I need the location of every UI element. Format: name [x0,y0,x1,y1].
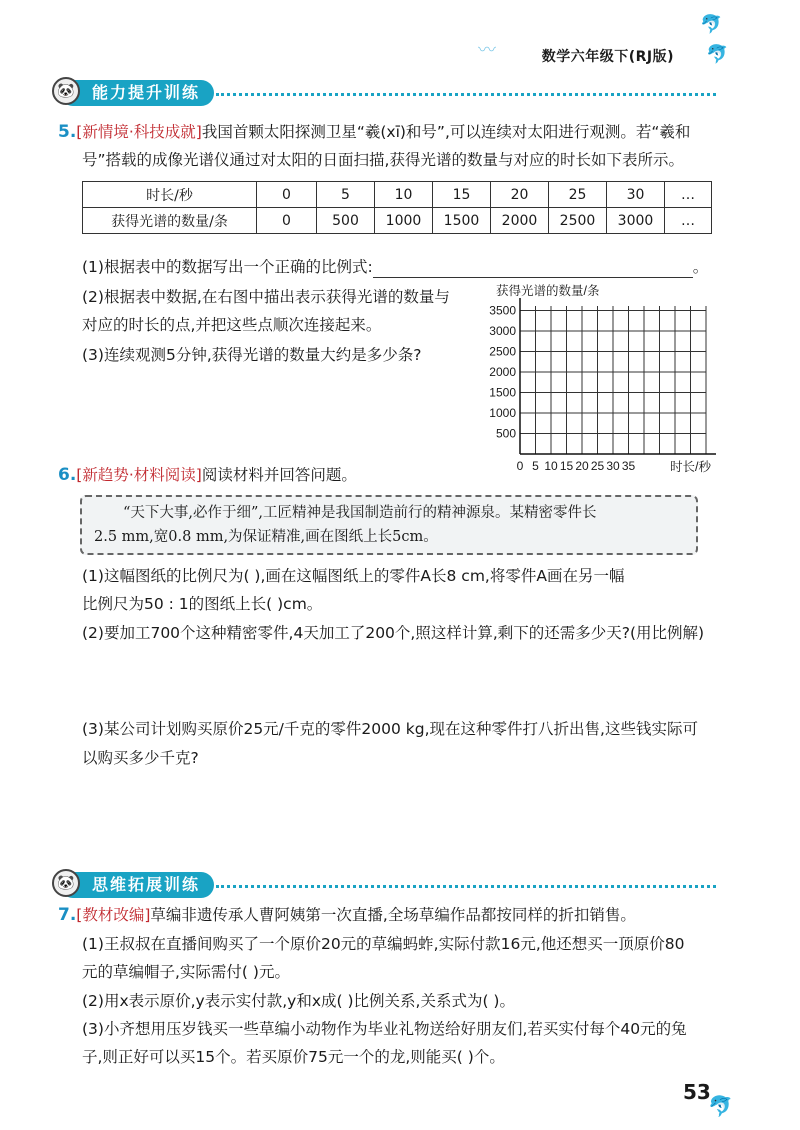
table-cell: 2500 [549,208,607,234]
mascot-icon: 🐼 [52,77,80,105]
q6-part3b [82,747,199,769]
q5-part2b [82,314,381,336]
table-cell: 25 [549,182,607,208]
chart-xlabel: 时长/秒 [670,460,711,474]
dolphin-icon: 🐬 [708,1094,733,1118]
table-cell: 20 [491,182,549,208]
chart-xticks [517,459,636,473]
question-text: 我国首颗太阳探测卫星“羲(xī)和号”,可以连续对太阳进行观测。若“羲和 [201,123,691,141]
question-part: (2)要加工700个这种精密零件,4天加工了200个,照这样计算,剩下的还需多少天?(用比例解) [82,624,705,642]
question-number: 5. [58,122,77,142]
y-tick-label: 3000 [489,324,516,338]
question-part: (3)某公司计划购买原价25元/千克的零件2000 kg,现在这种零件打八折出售,这些钱实际可 [82,720,698,738]
y-tick-label: 1500 [489,385,516,400]
q5-line2 [82,149,684,171]
table-cell: 15 [433,182,491,208]
dolphin-icon: 🐬 [700,14,723,35]
q6-part1b [82,593,322,615]
section-banner-thinking [60,872,214,898]
y-tick-label: 2500 [489,344,516,359]
data-table [82,181,712,234]
table-cell: 30 [607,182,665,208]
question-tag: [新情境·科技成就] [76,123,202,141]
question-tag: [新趋势·材料阅读] [76,466,202,484]
dolphin-icon: 🐬 [706,44,729,65]
q5-part1 [82,256,708,278]
question-text: 草编非遗传承人曹阿姨第一次直播,全场草编作品都按同样的折扣销售。 [150,906,636,924]
y-tick-label: 1000 [489,406,516,420]
q6-part3a [82,718,698,740]
q7-part2 [82,990,515,1012]
question-part: 以购买多少千克? [82,749,199,767]
table-cell: 10 [375,182,433,208]
x-tick-label: 35 [621,459,636,473]
page-number: 53 [683,1080,711,1104]
chart-grid [520,298,716,454]
question-part: 比例尺为50 : 1的图纸上长( )cm。 [82,595,323,613]
book-title: 数学六年级下(RJ版) [541,49,674,65]
mascot-icon: 🐼 [52,869,80,897]
q5-line1 [58,121,690,143]
table-row [83,208,712,234]
table-cell: 0 [257,182,317,208]
chart-ylabel: 获得光谱的数量/条 [496,284,600,298]
q7-part3a [82,1018,687,1040]
table-cell: 500 [317,208,375,234]
q6-line1 [58,464,357,486]
question-part: (3)连续观测5分钟,获得光谱的数量大约是多少条? [82,346,422,364]
question-part: 元的草编帽子,实际需付( )元。 [82,963,290,981]
question-part: (2)用x表示原价,y表示实付款,y和x成( )比例关系,关系式为( )。 [82,992,515,1010]
x-tick-label: 25 [590,459,605,473]
x-tick-label: 15 [559,459,574,473]
reading-box [80,495,698,555]
q6-part2 [82,622,704,644]
x-tick-label: 10 [544,459,558,473]
y-tick-label: 2000 [489,365,516,379]
q7-line1 [58,904,636,926]
table-cell: … [665,208,712,234]
question-text: 阅读材料并回答问题。 [201,466,357,484]
table-cell: 5 [317,182,375,208]
table-cell: 0 [257,208,317,234]
x-tick-label: 5 [532,459,539,473]
punctuation: 。 [692,258,709,276]
table-cell: … [665,182,712,208]
table-cell: 1500 [433,208,491,234]
dotted-divider [216,93,716,96]
question-tag: [教材改编] [76,906,151,924]
chart-yticks [489,304,516,441]
q5-part3 [82,344,421,366]
question-part: (2)根据表中数据,在右图中描出表示获得光谱的数量与 [82,288,450,306]
q7-part1b [82,961,290,983]
section-title: 思维拓展训练 [92,875,201,894]
question-part: (1)这幅图纸的比例尺为( ),画在这幅图纸上的零件A长8 cm,将零件A画在另一幅 [82,567,625,585]
table-row [83,182,712,208]
question-part: (3)小齐想用压岁钱买一些草编小动物作为毕业礼物送给好朋友们,若买实付每个40元的兔 [82,1020,687,1038]
grid-chart[interactable] [480,280,730,478]
table-cell: 1000 [375,208,433,234]
y-tick-label: 3500 [489,303,516,318]
question-text: 号”搭载的成像光谱仪通过对太阳的日面扫描,获得光谱的数量与对应的时长如下表所示。 [82,151,684,169]
question-number: 6. [58,465,77,485]
question-part: (1)王叔叔在直播间购买了一个原价20元的草编蚂蚱,实际付款16元,他还想买一顶原价80 [82,935,685,953]
table-cell: 3000 [607,208,665,234]
question-number: 7. [58,905,77,925]
q7-part1a [82,933,684,955]
dolphin-icon: 〰 [478,40,496,61]
table-cell: 获得光谱的数量/条 [83,208,257,234]
table-cell: 时长/秒 [83,182,257,208]
q6-part1a [82,565,624,587]
section-banner-ability [60,80,214,106]
x-tick-label: 0 [516,459,524,473]
question-part: 对应的时长的点,并把这些点顺次连接起来。 [82,316,382,334]
reading-text: “天下大事,必作于细”,工匠精神是我国制造前行的精神源泉。某精密零件长 [123,505,597,521]
reading-text: 2.5 mm,宽0.8 mm,为保证精准,画在图纸上长5cm。 [94,529,438,545]
y-tick-label: 500 [495,426,516,441]
answer-line[interactable] [373,260,693,278]
table-cell: 2000 [491,208,549,234]
x-tick-label: 20 [575,459,589,473]
dotted-divider [216,885,716,888]
q7-part3b [82,1046,505,1068]
section-title: 能力提升训练 [92,83,201,102]
q5-part2a [82,286,450,308]
question-part: (1)根据表中的数据写出一个正确的比例式: [82,258,373,276]
question-part: 子,则正好可以买15个。若买原价75元一个的龙,则能买( )个。 [82,1048,505,1066]
x-tick-label: 30 [606,459,620,473]
